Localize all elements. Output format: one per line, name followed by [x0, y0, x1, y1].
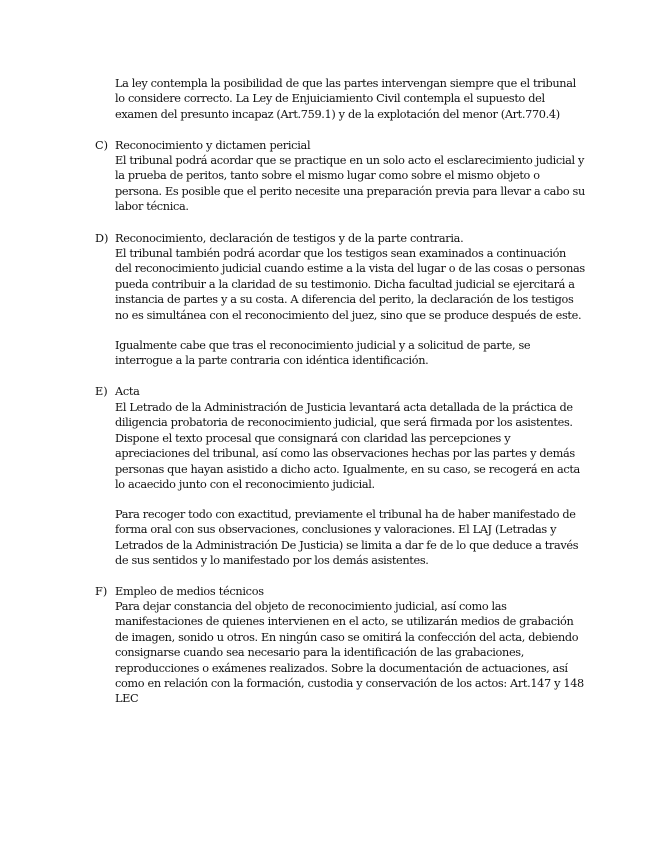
section-d-paragraph-2: Igualmente cabe que tras el reconocimiento judicial y a solicitud de parte, se interrogue a la parte contraria con idéntica identificación.	[115, 339, 531, 368]
section-c-letter: C)	[95, 139, 109, 152]
section-f-title: Empleo de medios técnicos	[115, 585, 264, 598]
intro-paragraph: La ley contempla la posibilidad de que las partes intervengan siempre que el tribunal lo considere correcto. La Ley de Enjuiciamiento Civil contempla el supuesto del examen del presunto incapaz (Art.759.1) y de la explotación del menor (Art.770.4)	[115, 77, 576, 121]
section-d-paragraph-1: El tribunal también podrá acordar que los testigos sean examinados a continuación del reconocimiento judicial cuando estime a la vista del lugar o de las cosas o personas pueda contribuir a la claridad de su testimonio. Dicha facultad judicial se ejercitará a instancia de partes y a su costa. A diferencia del perito, la declaración de los testigos no es simultánea con el reconocimiento del juez, sino que se produce después de este.	[115, 247, 585, 322]
section-d-title: Reconocimiento, declaración de testigos y de la parte contraria.	[115, 232, 464, 245]
section-e-paragraph-1: El Letrado de la Administración de Justicia levantará acta detallada de la práctica de diligencia probatoria de reconocimiento judicial, que será firmada por los asistentes. Dispone el texto procesal que consignará con claridad las percepciones y apreciaciones del tribunal, así como las observaciones hechas por las partes y demás personas que hayan asistido a dicho acto. Igualmente, en su caso, se recogerá en acta lo acaecido junto con el reconocimiento judicial.	[115, 401, 580, 492]
section-f-letter: F)	[95, 585, 108, 598]
section-f-paragraph-1: Para dejar constancia del objeto de reconocimiento judicial, así como las manifestaciones de quienes intervienen en el acto, se utilizarán medios de grabación de imagen, sonido u otros. En ningún caso se omitirá la confección del acta, debiendo consignarse cuando sea necesario para la identificación de las grabaciones, reproducciones o exámenes realizados. Sobre la documentación de actuaciones, así como en relación con la formación, custodia y conservación de los actos: Art.147 y 148 LEC	[115, 600, 584, 706]
section-c-paragraph-1: El tribunal podrá acordar que se practique en un solo acto el esclarecimiento judicial y la prueba de peritos, tanto sobre el mismo lugar como sobre el mismo objeto o persona. Es posible que el perito necesite una preparación previa para llevar a cabo su labor técnica.	[115, 154, 585, 214]
section-e-title: Acta	[115, 385, 140, 398]
section-c-title: Reconocimiento y dictamen pericial	[115, 139, 311, 152]
section-e-letter: E)	[95, 385, 108, 398]
section-d-letter: D)	[95, 232, 109, 245]
section-e-paragraph-2: Para recoger todo con exactitud, previamente el tribunal ha de haber manifestado de forma oral con sus observaciones, conclusiones y valoraciones. El LAJ (Letradas y Letrados de la Administración De Justicia) se limita a dar fe de lo que deduce a través de sus sentidos y lo manifestado por los demás asistentes.	[115, 508, 579, 568]
